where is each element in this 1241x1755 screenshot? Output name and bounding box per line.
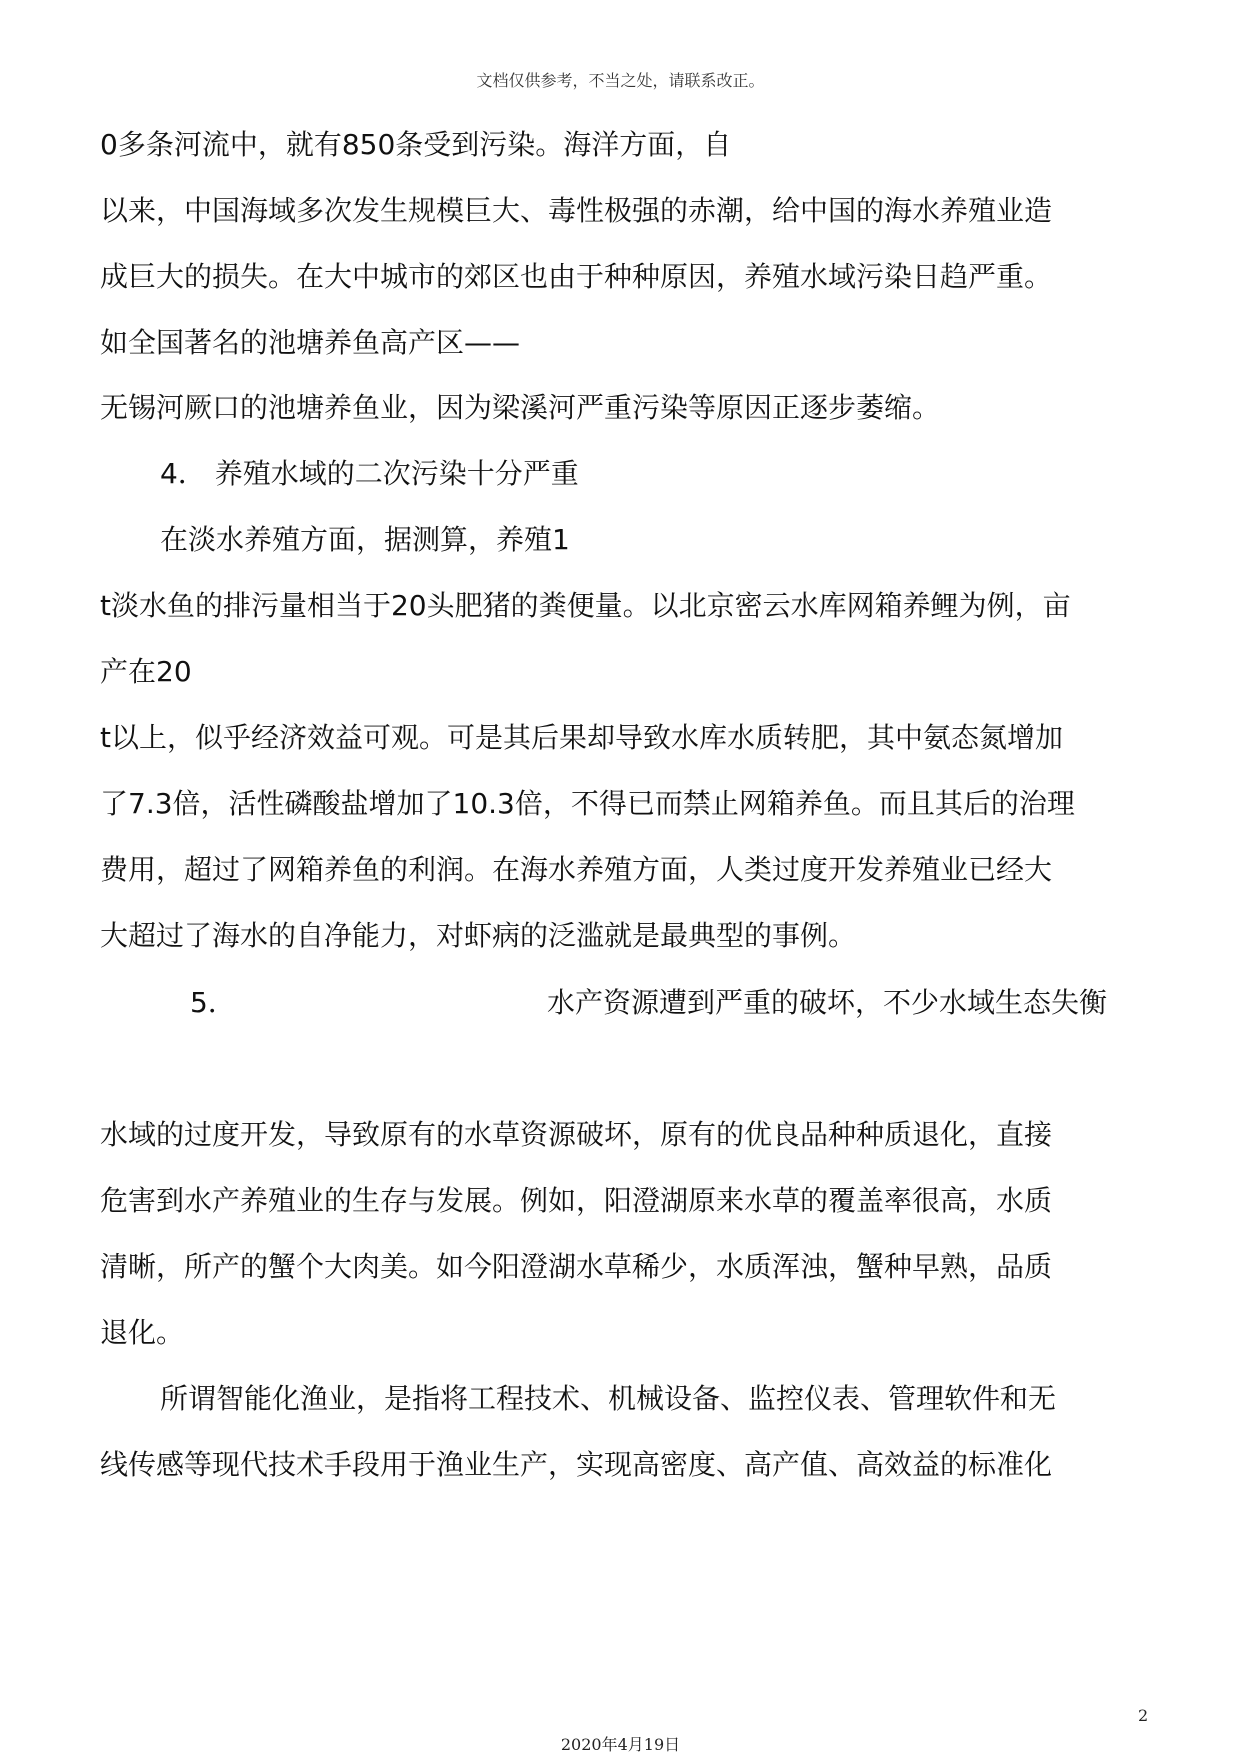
text-line: 无锡河厥口的池塘养鱼业，因为梁溪河严重污染等原因正逐步萎缩。	[100, 391, 941, 424]
text-line: 了7.3倍，活性磷酸盐增加了10.3倍，不得已而禁止网箱养鱼。而且其后的治理	[100, 787, 1075, 820]
list-item-5-number: 5．	[190, 986, 236, 1019]
text-line: 在淡水养殖方面，据测算，养殖1	[160, 523, 570, 556]
list-item-5-heading: 水产资源遭到严重的破坏，不少水域生态失衡	[547, 986, 1108, 1019]
text-line: 0多条河流中，就有850条受到污染。海洋方面，自	[100, 128, 732, 161]
text-line: 清晰，所产的蟹个大肉美。如今阳澄湖水草稀少，水质浑浊，蟹种早熟，品质	[100, 1250, 1053, 1283]
text-line: t淡水鱼的排污量相当于20头肥猪的粪便量。以北京密云水库网箱养鲤为例，亩	[100, 589, 1071, 622]
list-item-4-heading: 4． 养殖水域的二次污染十分严重	[160, 457, 579, 490]
footer-date: 2020年4月19日	[560, 1735, 681, 1754]
page-header-note: 文档仅供参考，不当之处，请联系改正。	[476, 71, 765, 90]
text-line: 费用，超过了网箱养鱼的利润。在海水养殖方面，人类过度开发养殖业已经大	[100, 853, 1053, 886]
text-line: 以来，中国海域多次发生规模巨大、毒性极强的赤潮，给中国的海水养殖业造	[100, 194, 1053, 227]
text-line: 如全国著名的池塘养鱼高产区——	[100, 326, 521, 359]
text-line: 成巨大的损失。在大中城市的郊区也由于种种原因，养殖水域污染日趋严重。	[100, 260, 1053, 293]
page-number: 2	[1138, 1706, 1149, 1725]
text-line: t以上，似乎经济效益可观。可是其后果却导致水库水质转肥，其中氨态氮增加	[100, 721, 1063, 754]
text-line: 所谓智能化渔业，是指将工程技术、机械设备、监控仪表、管理软件和无	[160, 1382, 1057, 1415]
text-line: 产在20	[100, 655, 192, 688]
text-line: 线传感等现代技术手段用于渔业生产，实现高密度、高产值、高效益的标准化	[100, 1448, 1053, 1481]
text-line: 退化。	[100, 1316, 185, 1349]
text-line: 大超过了海水的自净能力，对虾病的泛滥就是最典型的事例。	[100, 919, 857, 952]
text-line: 危害到水产养殖业的生存与发展。例如，阳澄湖原来水草的覆盖率很高，水质	[100, 1184, 1053, 1217]
text-line: 水域的过度开发，导致原有的水草资源破坏，原有的优良品种种质退化，直接	[100, 1118, 1053, 1151]
